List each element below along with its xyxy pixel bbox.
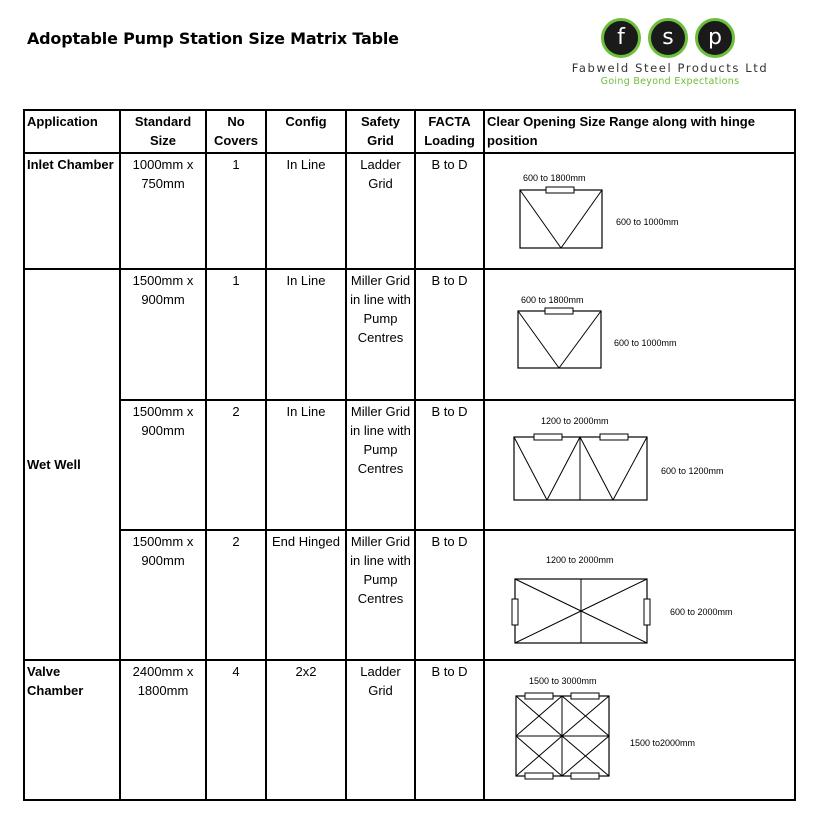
cell-standard-size: 2400mm x 1800mm <box>120 660 206 800</box>
opening-diagram-end-hinged <box>487 532 796 658</box>
opening-diagram-single <box>487 271 796 398</box>
cell-facta-loading: B to D <box>415 153 484 269</box>
cell-safety-grid: Ladder Grid <box>346 153 415 269</box>
table-row <box>24 269 795 400</box>
company-name: Fabweld Steel Products Ltd <box>571 61 769 75</box>
document-title: Adoptable Pump Station Size Matrix Table <box>27 29 399 48</box>
cell-config: In Line <box>266 269 346 400</box>
cell-opening-diagram <box>484 660 795 800</box>
cell-opening-diagram <box>484 153 795 269</box>
cell-standard-size: 1000mm x 750mm <box>120 153 206 269</box>
cell-config: In Line <box>266 153 346 269</box>
cell-no-covers: 4 <box>206 660 266 800</box>
cell-facta-loading: B to D <box>415 660 484 800</box>
height-range-label: 1500 to2000mm <box>630 738 696 748</box>
cell-application: Wet Well <box>24 269 120 660</box>
height-range-label: 600 to 1000mm <box>616 217 679 227</box>
cell-standard-size: 1500mm x 900mm <box>120 530 206 660</box>
header-application: Application <box>24 110 120 153</box>
header-clear-opening: Clear Opening Size Range along with hinge position <box>484 110 795 153</box>
header-standard-size: Standard Size <box>120 110 206 153</box>
logo-letter-s: s <box>648 18 688 58</box>
cell-no-covers: 1 <box>206 269 266 400</box>
cell-safety-grid: Miller Grid in line with Pump Centres <box>346 530 415 660</box>
height-range-label: 600 to 1200mm <box>661 466 724 476</box>
header-safety-grid: Safety Grid <box>346 110 415 153</box>
size-matrix-table <box>23 109 796 801</box>
opening-diagram-double <box>487 402 796 528</box>
company-logo <box>555 14 785 94</box>
height-range-label: 600 to 2000mm <box>670 607 733 617</box>
cell-facta-loading: B to D <box>415 269 484 400</box>
opening-diagram-single <box>487 155 796 267</box>
table-row <box>24 153 795 269</box>
header-config: Config <box>266 110 346 153</box>
header-no-covers: No Covers <box>206 110 266 153</box>
cell-config: In Line <box>266 400 346 530</box>
cell-no-covers: 1 <box>206 153 266 269</box>
height-range-label: 600 to 1000mm <box>614 338 677 348</box>
cell-application: Valve Chamber <box>24 660 120 800</box>
cell-no-covers: 2 <box>206 530 266 660</box>
logo-letter-p: p <box>695 18 735 58</box>
cell-config: 2x2 <box>266 660 346 800</box>
width-range-label: 1500 to 3000mm <box>529 676 597 686</box>
table-row <box>24 400 795 530</box>
company-tagline: Going Beyond Expectations <box>600 76 740 87</box>
cell-standard-size: 1500mm x 900mm <box>120 269 206 400</box>
logo-letter-f: f <box>601 18 641 58</box>
cell-opening-diagram <box>484 400 795 530</box>
width-range-label: 1200 to 2000mm <box>541 416 609 426</box>
table-row <box>24 660 795 800</box>
cell-opening-diagram <box>484 269 795 400</box>
cell-application: Inlet Chamber <box>24 153 120 269</box>
cell-standard-size: 1500mm x 900mm <box>120 400 206 530</box>
opening-diagram-quad <box>487 662 796 798</box>
table-row <box>24 530 795 660</box>
table-header-row <box>24 110 795 153</box>
cell-facta-loading: B to D <box>415 400 484 530</box>
cell-safety-grid: Miller Grid in line with Pump Centres <box>346 269 415 400</box>
header-facta-loading: FACTA Loading <box>415 110 484 153</box>
cell-facta-loading: B to D <box>415 530 484 660</box>
cell-opening-diagram <box>484 530 795 660</box>
cell-config: End Hinged <box>266 530 346 660</box>
cell-no-covers: 2 <box>206 400 266 530</box>
cell-safety-grid: Ladder Grid <box>346 660 415 800</box>
width-range-label: 600 to 1800mm <box>521 295 584 305</box>
logo-mark <box>601 14 741 62</box>
cell-safety-grid: Miller Grid in line with Pump Centres <box>346 400 415 530</box>
width-range-label: 600 to 1800mm <box>523 173 586 183</box>
width-range-label: 1200 to 2000mm <box>546 555 614 565</box>
